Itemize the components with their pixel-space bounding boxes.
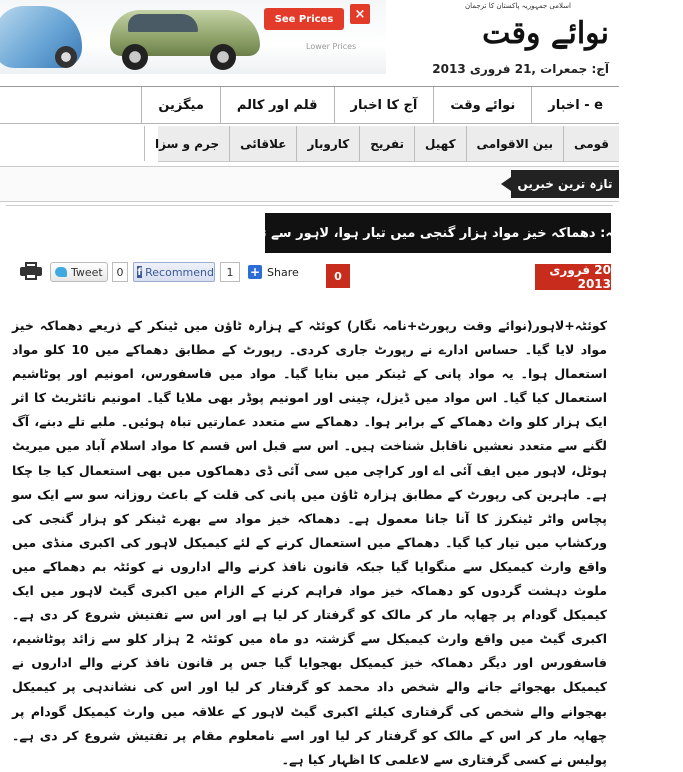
- nav-columns[interactable]: قلم اور کالم: [220, 87, 334, 123]
- nav-crime[interactable]: جرم و سزا: [144, 126, 229, 161]
- divider: [6, 205, 613, 206]
- article-headline: سانحہ کوئٹہ: دھماکہ خیز مواد ہزار گنجی میں تیار ہوا، لاہور سے تاجر گرفتار: [265, 213, 611, 253]
- car-wheel: [210, 44, 236, 70]
- nav-entertainment[interactable]: تفریح: [359, 126, 414, 161]
- nav-e-akhbar[interactable]: e - اخبار: [531, 87, 619, 123]
- ad-close-icon[interactable]: ×: [350, 4, 370, 24]
- current-date: آج: جمعرات ,21 فروری 2013: [432, 62, 609, 76]
- nav-todays-paper[interactable]: آج کا اخبار: [334, 87, 434, 123]
- nav-sports[interactable]: کھیل: [414, 126, 466, 161]
- nav-business[interactable]: کاروبار: [296, 126, 359, 161]
- recommend-label: Recommend: [145, 265, 214, 279]
- tweet-count: 0: [112, 262, 128, 282]
- facebook-recommend-button[interactable]: [133, 262, 215, 282]
- site-logo[interactable]: [441, 2, 609, 58]
- tweet-label: Tweet: [71, 265, 103, 279]
- nav-regional[interactable]: علاقائی: [229, 126, 296, 161]
- share-plus-icon: +: [249, 265, 261, 279]
- masthead: [0, 0, 619, 84]
- car-wheel: [55, 46, 77, 68]
- recommend-count: 1: [220, 262, 240, 282]
- car-wheel: [122, 44, 148, 70]
- comment-count-badge[interactable]: 0: [326, 264, 350, 288]
- facebook-icon: f: [137, 267, 142, 278]
- article-date-badge: 20 فروری 2013: [535, 264, 611, 290]
- logo-text: نوائے وقت: [482, 16, 609, 51]
- nav-magazine[interactable]: میگزین: [141, 87, 220, 123]
- ad-see-prices-button[interactable]: See Prices: [264, 8, 344, 30]
- latest-news-tab[interactable]: تازہ ترین خبریں: [511, 170, 619, 198]
- share-button[interactable]: [248, 263, 299, 281]
- ad-sub-label: Lower Prices: [306, 42, 357, 51]
- tweet-button[interactable]: [50, 262, 108, 282]
- nav-national[interactable]: قومی: [563, 126, 619, 161]
- car-window: [128, 14, 198, 32]
- article-paragraph: کوئٹہ+لاہور(نوائے وقت رپورٹ+نامہ نگار) کوئٹہ کے ہزارہ ٹاؤن میں ٹینکر کے ذریعے دھماکہ خیز مواد لایا گیا۔ حساس ادارے نے رپورٹ جاری کردی۔ رپورٹ کے مطابق دھماکے میں 10 کلو مواد استعمال ہوا۔ یہ مواد پانی کے ٹینکر میں بنایا گیا۔ مواد میں فاسفورس، امونیم اور پوٹاشیم استعمال کیا گیا۔ اس مواد میں ڈیزل، چینی اور امونیم پوڈر بھی ملایا گیا۔ امونیم نائٹریٹ کا اثر ایک ہزار کلو واٹ دھماکے کے برابر ہوا۔ دھماکے سے متعدد عمارتیں تباہ ہوئیں۔ ملبے تلے دبنے، آگ لگنے سے متعدد نعشیں ناقابل شناخت ہیں۔ اس سے قبل اس قسم کا مواد اسلام آباد میں میریٹ ہوٹل، لاہور میں ایف آئی اے اور کراچی میں سی آئی ڈی دھماکوں میں بھی استعمال کیا جا چکا ہے۔ ماہرین کی رپورٹ کے مطابق ہزارہ ٹاؤن میں پانی کی قلت کے باعث روزانہ سو سے ایک سو پچاس واٹر ٹینکرز کا آنا جانا معمول ہے۔ دھماکہ خیز مواد سے بھرے ٹینکر کو ہزار گنجی کی ورکشاپ میں تیار کیا گیا۔ دھماکے میں استعمال کرنے کے لئے کیمیکل لاہور کی اکبری منڈی میں واقع وارث کیمیکل سے منگوایا گیا جبکہ قانون نافذ کرنے والے اداروں نے کوئٹہ بم دھماکے میں ملوث دہشت گردوں کو دھماکہ خیز مواد فراہم کرنے کے الزام میں اکبری گیٹ لاہور میں ایک کیمیکل گودام پر چھاپہ مار کر مالک کو گرفتار کر لیا ہے اور اس سے تفتیش شروع کر دی ہے۔ اکبری گیٹ میں واقع وارث کیمیکل سے گزشتہ دو ماہ میں کوئٹہ 2 ہزار کلو سے زائد پوٹاشیم، فاسفورس اور دیگر دھماکہ خیز کیمیکل بھجوایا گیا جس پر قانون نافذ کرنے والے اداروں نے کیمیکل بھجوائے جانے والے شخص داد محمد کو گرفتار کر لیا اور اس کی نشاندہی پر کیمیکل بھجوانے والے شخص کی گرفتاری کیلئے اکبری گیٹ لاہور کے علاقہ میں وارث کیمیکل گودام پر چھاپہ مار کر اس کے مالک کو گرفتار کر لیا اور اسے نامعلوم مقام پر تفتیش شروع کر دی ہے۔ پولیس نے کسی گرفتاری سے لاعلمی کا اظہار کیا ہے۔: [12, 318, 607, 767]
- logo-tagline: اسلامی جمہوریہ پاکستان کا ترجمان: [465, 2, 571, 10]
- twitter-bird-icon: [55, 267, 67, 277]
- advertisement-banner[interactable]: [0, 0, 386, 74]
- article-body: [12, 314, 607, 772]
- primary-nav: [0, 86, 619, 124]
- nav-international[interactable]: بین الاقوامی: [466, 126, 564, 161]
- nav-nawaiwaqt[interactable]: نوائے وقت: [433, 87, 531, 123]
- category-nav: [155, 126, 619, 162]
- print-icon[interactable]: [20, 262, 42, 280]
- share-label: Share: [267, 265, 299, 279]
